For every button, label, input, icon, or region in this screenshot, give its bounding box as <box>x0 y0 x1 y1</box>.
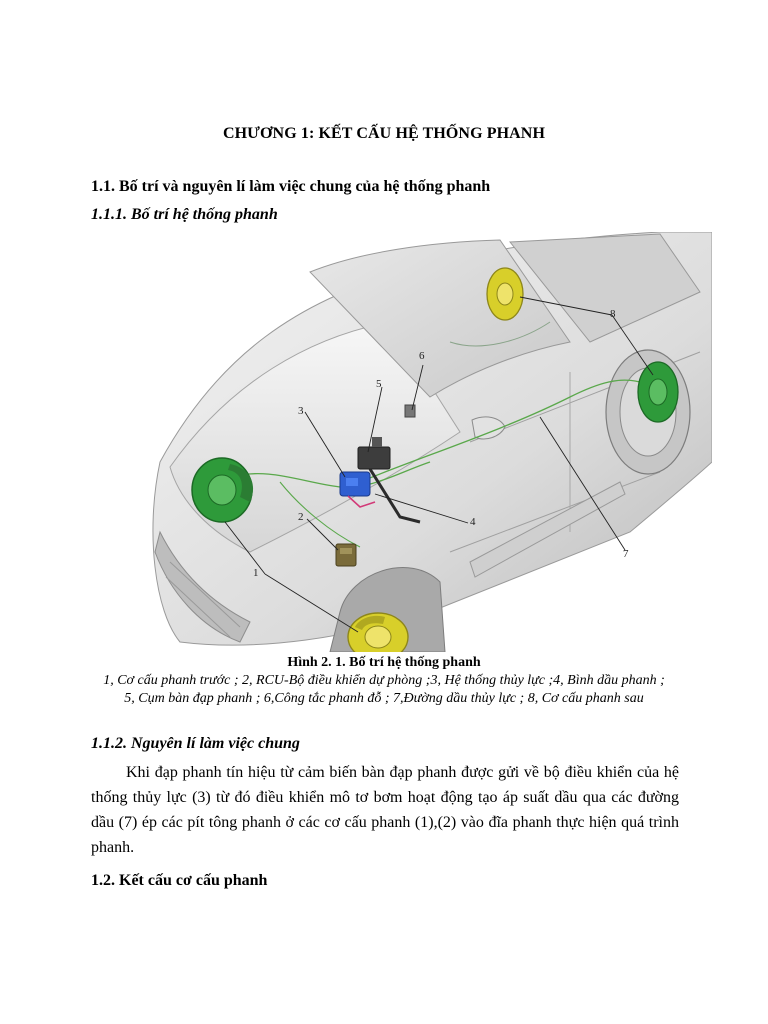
callout-8: 8 <box>610 308 616 320</box>
chapter-title: CHƯƠNG 1: KẾT CẤU HỆ THỐNG PHANH <box>222 125 546 142</box>
rear-left-brake-assembly <box>487 268 523 320</box>
section-heading-1-2: 1.2. Kết cấu cơ cấu phanh <box>91 872 268 889</box>
rear-right-brake-assembly <box>638 362 678 422</box>
callout-2: 2 <box>298 511 304 523</box>
section-heading-1-1-1: 1.1.1. Bố trí hệ thống phanh <box>91 206 278 223</box>
callout-4: 4 <box>470 516 476 528</box>
rcu-backup-controller <box>336 544 356 566</box>
figure-caption-title: Hình 2. 1. Bố trí hệ thống phanh <box>287 655 481 670</box>
parking-brake-switch <box>405 405 415 417</box>
body-paragraph: Khi đạp phanh tín hiệu từ cảm biến bàn đạp phanh được gửi về bộ điều khiển của hệ thống thủy lực (3) từ đó điều khiển mô tơ bơm hoạt động tạo áp suất dầu qua các đường dầu (7) ép các pít tông phanh ở các cơ cấu phanh (1),(2) vào đĩa phanh thực hiện quá trình phanh. <box>91 764 679 856</box>
section-heading-1-1: 1.1. Bố trí và nguyên lí làm việc chung của hệ thống phanh <box>91 178 491 195</box>
callout-7: 7 <box>623 548 629 560</box>
section-heading-1-1-2: 1.1.2. Nguyên lí làm việc chung <box>91 735 300 752</box>
callout-6: 6 <box>419 350 425 362</box>
front-left-brake-assembly <box>192 458 253 522</box>
figure-caption-legend: 1, Cơ cấu phanh trước ; 2, RCU-Bộ điều khiển dự phòng ;3, Hệ thống thủy lực ;4, Bình dầu phanh ; 5, Cụm bàn đạp phanh ; 6,Công tắc phanh đỗ ; 7,Đường dầu thủy lực ; 8, Cơ cấu phanh sau <box>103 673 665 706</box>
callout-3: 3 <box>298 405 304 417</box>
callout-1: 1 <box>253 567 259 579</box>
callout-5: 5 <box>376 378 382 390</box>
car-brake-illustration <box>100 232 712 652</box>
brake-layout-figure <box>100 232 712 652</box>
